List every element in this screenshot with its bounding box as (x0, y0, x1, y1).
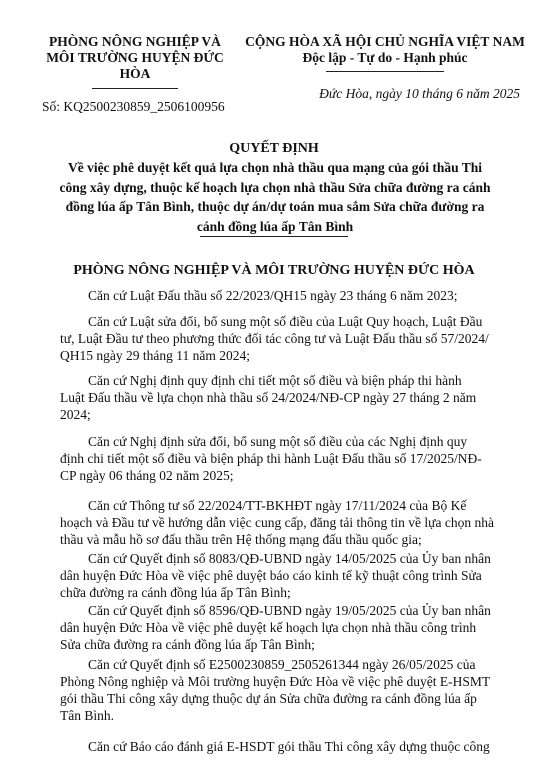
date-line: Đức Hòa, ngày 10 tháng 6 năm 2025 (319, 86, 520, 101)
subject-underline (200, 236, 348, 237)
paragraph-line: hoạch và Đầu tư về hướng dẫn việc cung cấp, đăng tải thông tin về lựa chọn nhà (60, 515, 494, 530)
nation-name: CỘNG HÒA XÃ HỘI CHỦ NGHĨA VIỆT NAM (245, 34, 525, 49)
paragraph-line: chữa đường ra cánh đồng lúa ấp Tân Bình; (60, 585, 291, 600)
subject-line: cánh đồng lúa ấp Tân Bình (196, 218, 354, 234)
paragraph-line: Căn cứ Luật Đấu thầu số 22/2023/QH15 ngày 23 tháng 6 năm 2023; (88, 288, 458, 303)
paragraph-line: CP ngày 06 tháng 02 năm 2025; (60, 468, 234, 483)
paragraph-line: tư, Luật Đầu tư theo phương thức đối tác công tư và Luật Đấu thầu số 57/2024/ (60, 331, 489, 346)
paragraph-line: thầu và mẫu hồ sơ đấu thầu trên Hệ thống mạng đấu thầu quốc gia; (60, 532, 422, 547)
document-subject (44, 158, 506, 236)
org-underline (92, 88, 178, 89)
paragraph-legal-basis-2 (60, 313, 522, 364)
national-motto (226, 34, 544, 66)
issuing-organization (40, 34, 230, 82)
paragraph-line: Căn cứ Quyết định số 8596/QĐ-UBND ngày 19/05/2025 của Ủy ban nhân (88, 603, 491, 618)
org-line-1: PHÒNG NÔNG NGHIỆP VÀ (49, 34, 221, 49)
paragraph-line: 2024; (60, 407, 91, 422)
paragraph-line: Căn cứ Quyết định số E2500230859_2505261344 ngày 26/05/2025 của (88, 657, 476, 672)
document-number: Số: KQ2500230859_2506100956 (42, 99, 225, 114)
paragraph-line: Căn cứ Báo cáo đánh giá E-HSDT gói thầu Thi công xây dựng thuộc công (88, 739, 490, 754)
paragraph-line: Căn cứ Nghị định sửa đổi, bổ sung một số điều của các Nghị định quy (88, 434, 468, 449)
paragraph-line: Sửa chữa đường ra cánh đồng lúa ấp Tân Bình; (60, 637, 315, 652)
subject-line: công xây dựng, thuộc kế hoạch lựa chọn nhà thầu Sửa chữa đường ra cánh (59, 179, 491, 195)
paragraph-line: QH15 ngày 29 tháng 11 năm 2024; (60, 348, 250, 363)
paragraph-legal-basis-6 (60, 550, 522, 601)
issuing-authority-heading: PHÒNG NÔNG NGHIỆP VÀ MÔI TRƯỜNG HUYỆN ĐỨC HÒA (73, 263, 475, 278)
paragraph-line: Tân Bình. (60, 708, 114, 723)
paragraph-line: Căn cứ Thông tư số 22/2024/TT-BKHĐT ngày 17/11/2024 của Bộ Kế (88, 498, 467, 513)
paragraph-line: dân huyện Đức Hòa về việc phê duyệt kế hoạch lựa chọn nhà thầu công trình (60, 620, 477, 635)
org-line-2: MÔI TRƯỜNG HUYỆN ĐỨC (46, 50, 224, 65)
paragraph-line: định chi tiết một số điều và biện pháp thi hành Luật Đấu thầu số 17/2025/NĐ- (60, 451, 482, 466)
motto-underline (326, 71, 444, 72)
paragraph-line: Căn cứ Luật sửa đổi, bổ sung một số điều của Luật Quy hoạch, Luật Đầu (88, 314, 483, 329)
paragraph-line: Căn cứ Nghị định quy định chi tiết một số điều và biện pháp thi hành (88, 373, 462, 388)
paragraph-legal-basis-9 (60, 738, 522, 755)
paragraph-legal-basis-4 (60, 433, 522, 484)
org-line-3: HÒA (119, 66, 151, 81)
paragraph-line: dân huyện Đức Hòa về việc phê duyệt báo cáo kinh tế kỹ thuật công trình Sửa (60, 568, 482, 583)
paragraph-legal-basis-3 (60, 372, 522, 423)
motto: Độc lập - Tự do - Hạnh phúc (302, 50, 468, 65)
paragraph-legal-basis-7 (60, 602, 522, 653)
document-title: QUYẾT ĐỊNH (229, 141, 319, 156)
paragraph-legal-basis-8 (60, 656, 522, 724)
subject-line: Về việc phê duyệt kết quả lựa chọn nhà thầu qua mạng của gói thầu Thi (67, 160, 483, 175)
paragraph-line: gói thầu Thi công xây dựng thuộc dự án Sửa chữa đường ra cánh đồng lúa ấp (60, 691, 477, 706)
paragraph-legal-basis-5 (60, 497, 522, 548)
paragraph-legal-basis-1 (60, 287, 522, 304)
subject-line: đồng lúa ấp Tân Bình, thuộc dự án/dự toán mua sắm Sửa chữa đường ra (65, 199, 485, 214)
paragraph-line: Phòng Nông nghiệp và Môi trường huyện Đức Hòa về việc phê duyệt E-HSMT (60, 674, 491, 689)
paragraph-line: Luật Đấu thầu về lựa chọn nhà thầu số 24/2024/NĐ-CP ngày 27 tháng 2 năm (60, 390, 477, 405)
paragraph-line: Căn cứ Quyết định số 8083/QĐ-UBND ngày 14/05/2025 của Ủy ban nhân (88, 551, 491, 566)
